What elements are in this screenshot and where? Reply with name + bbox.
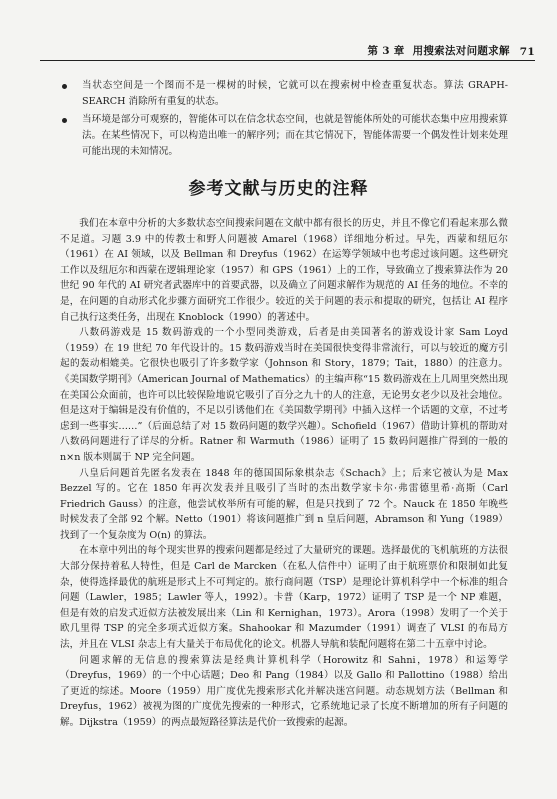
bullet-item (62, 112, 508, 160)
paragraph: 问题求解的无信息的搜索算法是经典计算机科学（Horowitz 和 Sahni，1978）和运筹学（Dreyfus，1969）的一个中心话题；Deo 和 Pang（1984）以及 Gallo 和 Pallottino（1988）给出了更近的综述。Moore（1959）用广度优先搜索形式化并解决迷宫问题。动态规划方法（Bellman 和 Dreyfus，1962）被视为图的广度优先搜索的一种形式，它系统地记录了长度不断增加的所有子问题的解。Dijkstra（1959）的两点最短路径算法是代价一致搜索的起源。 (60, 654, 508, 728)
summary-bullets (62, 78, 508, 162)
chapter-label: 第 3 章 (367, 45, 405, 57)
page-number: 71 (519, 46, 535, 58)
paragraph: 在本章中列出的每个现实世界的搜索问题都是经过了大量研究的课题。选择最优的飞机航班的方法很大部分保持着私人特性，但是 Carl de Marcken（在私人信件中）证明了由于航班票价和限制如此复杂，使得选择最优的航班是形式上不可判定的。旅行商问题（TSP）是理论计算机科学中一个标准的组合问题（Lawler，1985；Lawler 等人，1992）。卡普（Karp，1972）证明了 TSP 是一个 NP 难题，但是有效的启发式近似方法被发展出来（Lin 和 Kernighan，1973）。Arora（1998）发明了一个关于欧几里得 TSP 的完全多项式近似方案。Shahookar 和 Mazumder（1991）调查了 VLSI 的布局方法，并且在 VLSI 杂志上有大量关于布局优化的论文。机器人导航和装配问题将在第二十五章中讨论。 (60, 545, 508, 651)
chapter-title: 用搜索法对问题求解 (412, 45, 510, 57)
bullet-dot-icon (62, 84, 67, 89)
running-header (40, 38, 535, 61)
bullet-item (62, 78, 508, 110)
bullet-text: 当状态空间是一个图而不是一棵树的时候，它就可以在搜索树中检查重复状态。算法 GRAPH-SEARCH 消除所有重复的状态。 (82, 80, 508, 107)
paragraph: 我们在本章中分析的大多数状态空间搜索问题在文献中都有很长的历史，并且不像它们看起来那么微不足道。习题 3.9 中的传教士和野人问题被 Amarel（1968）详细地分析过。早先，西蒙和纽厄尔（1961）在 AI 领域，以及 Bellman 和 Dreyfus（1962）在运筹学领域中也考虑过该问题。这些研究工作以及纽厄尔和西蒙在逻辑理论家（1957）和 GPS（1961）上的工作，导致确立了搜索算法作为 20 世纪 90 年代的 AI 研究者武器库中的首要武器，以及确立了问题求解作为规范的 AI 任务的地位。不幸的是，在问题的自动形式化步骤方面研究工作很少。较近的关于问题的表示和提取的研究，包括让 AI 程序自己执行这类任务，出现在 Knoblock（1990）的著述中。 (60, 218, 508, 323)
section-body (60, 216, 508, 731)
bullet-dot-icon (62, 118, 67, 123)
bullet-text: 当环境是部分可观察的，智能体可以在信念状态空间，也就是智能体所处的可能状态集中应用搜索算法。在某些情况下，可以构造出唯一的解序列；而在其它情况下，智能体需要一个偶发性计划来处理可能出现的未知情况。 (82, 114, 508, 157)
paragraph: 八皇后问题首先匿名发表在 1848 年的德国国际象棋杂志《Schach》上；后来它被认为是 Max Bezzel 写的。它在 1850 年再次发表并且吸引了当时的杰出数学家卡尔·弗雷德里希·高斯（Carl Friedrich Gauss）的注意，他尝试枚举所有可能的解，但是只找到了 72 个。Nauck 在 1850 年晚些时候发表了全部 92 个解。Netto（1901）将该问题推广到 n 皇后问题，Abramson 和 Yung（1989）找到了一个复杂度为 O(n) 的算法。 (60, 467, 508, 541)
paragraph: 八数码游戏是 15 数码游戏的一个小型同类游戏，后者是由美国著名的游戏设计家 Sam Loyd（1959）在 19 世纪 70 年代设计的。15 数码游戏当时在美国很快变得非常流行，可以与较近的魔方引起的轰动相媲美。它很快也吸引了许多数学家（Johnson 和 Story，1879；Tait，1880）的注意力。《美国数学期刊》（American Journal of Mathematics）的主编声称“15 数码游戏在上几周里突然出现在美国公众面前，也许可以比较保险地说它吸引了百分之九十的人的注意，无论男女老少以及社会地位。但是这对于编辑是没有价值的，不足以引诱他们在《美国数学期刊》中插入这样一个话题的文章，不过考虑到一些事实……”（后面总结了对 15 数码问题的数学兴趣）。Schofield（1967）借助计算机的帮助对八数码问题进行了详尽的分析。Ratner 和 Warmuth（1986）证明了 15 数码问题推广得到的一般的 n×n 版本则属于 NP 完全问题。 (60, 327, 508, 463)
section-heading: 参考文献与历史的注释 (188, 179, 369, 199)
